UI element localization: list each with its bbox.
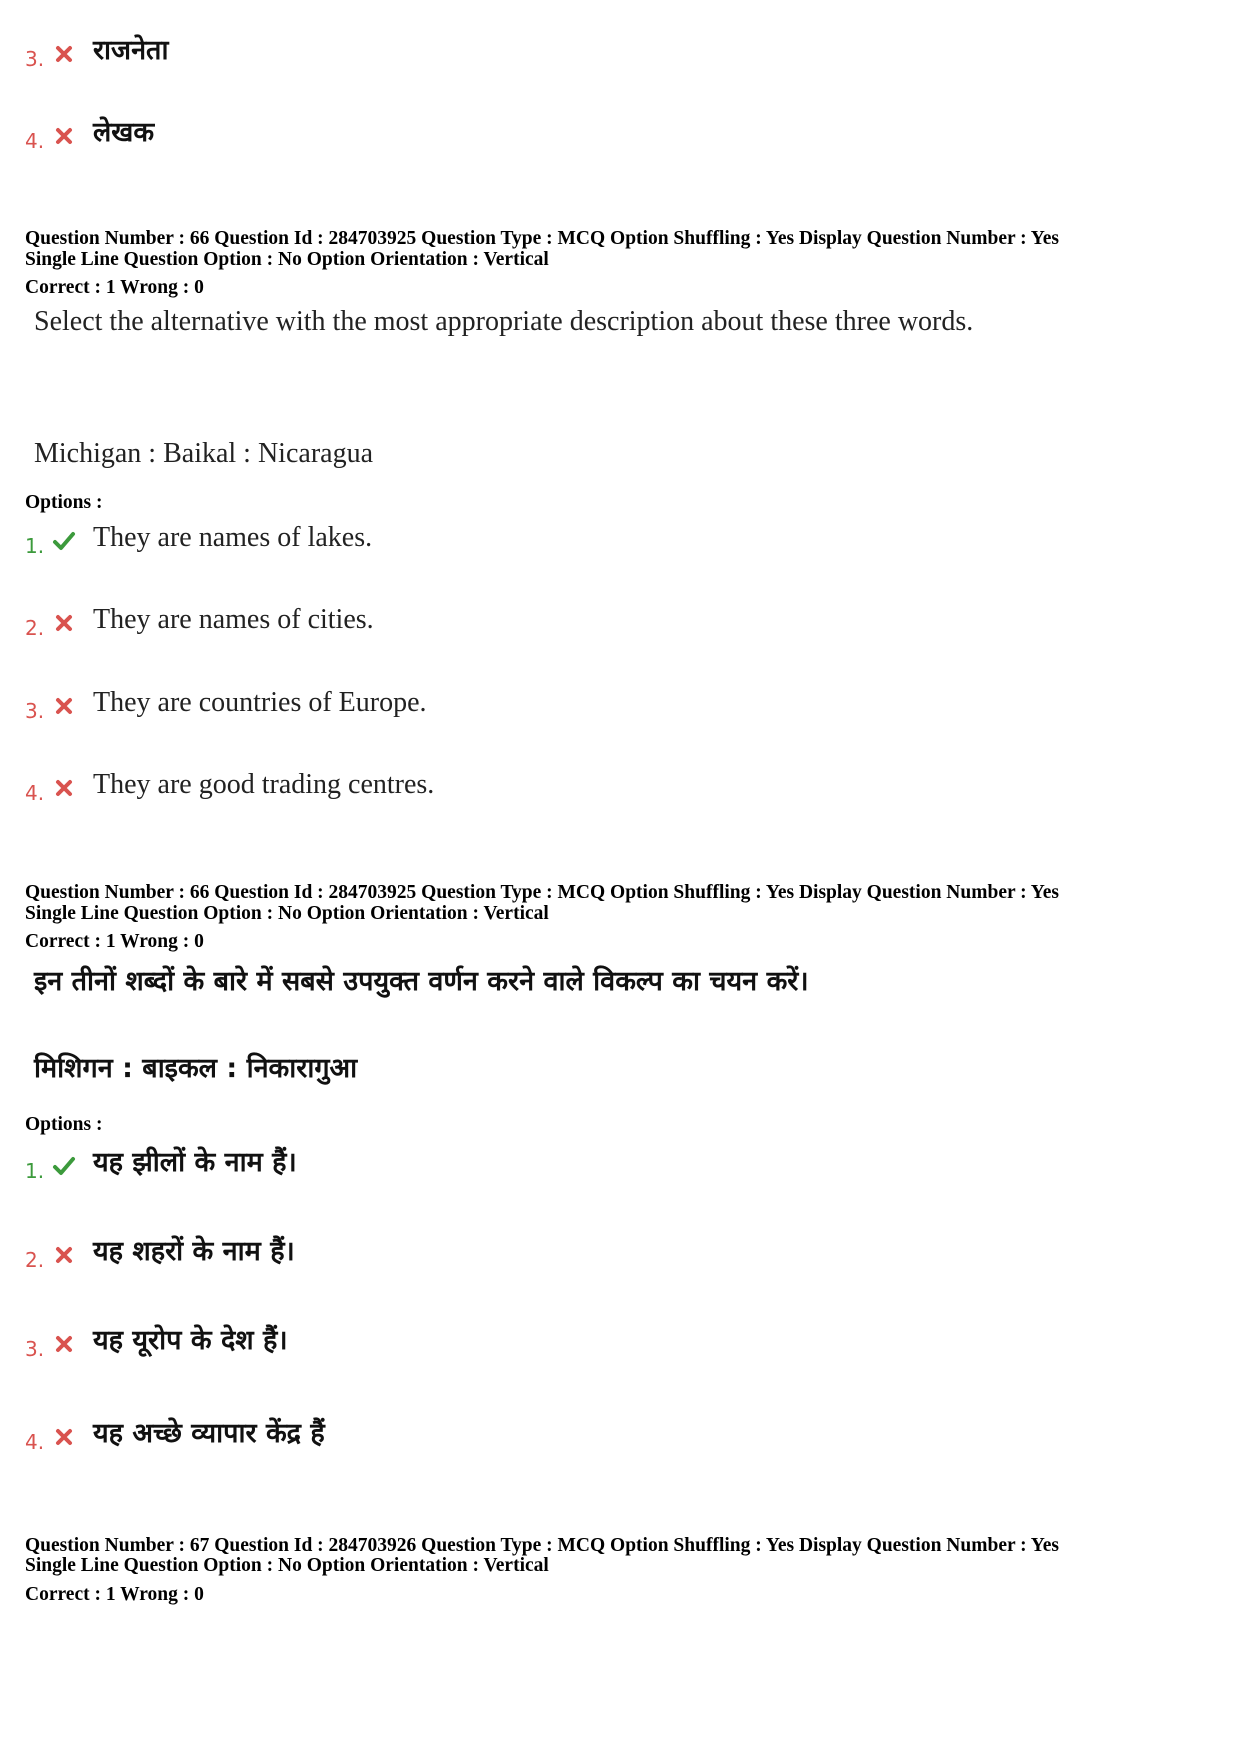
- score-meta-line: Correct : 1 Wrong : 0: [25, 1584, 204, 1605]
- option-number: 3.: [25, 1337, 45, 1361]
- list-item: [0, 1146, 900, 1186]
- option-text: यह झीलों के नाम हैं।: [93, 1147, 297, 1178]
- cross-icon: [52, 694, 76, 718]
- option-number: 2.: [25, 1248, 45, 1272]
- option-number: 1.: [25, 534, 45, 558]
- cross-icon: [52, 42, 76, 66]
- option-number: 3.: [25, 47, 45, 71]
- options-label: Options :: [25, 1114, 103, 1135]
- option-number: 1.: [25, 1159, 45, 1183]
- list-item: [0, 521, 900, 561]
- question-meta-line: Question Number : 67 Question Id : 284703926 Question Type : MCQ Option Shuffling : Yes Display Question Number : Yes: [25, 1535, 1059, 1556]
- list-item: [0, 1324, 900, 1364]
- option-text: They are countries of Europe.: [93, 687, 427, 718]
- cross-icon: [52, 124, 76, 148]
- question-meta-line: Single Line Question Option : No Option Orientation : Vertical: [25, 903, 549, 924]
- question-meta-line: Single Line Question Option : No Option Orientation : Vertical: [25, 249, 549, 270]
- score-meta-line: Correct : 1 Wrong : 0: [25, 277, 204, 298]
- option-text: यह शहरों के नाम हैं।: [93, 1236, 295, 1267]
- option-text: They are names of lakes.: [93, 522, 373, 553]
- question-meta-line: Question Number : 66 Question Id : 284703925 Question Type : MCQ Option Shuffling : Yes Display Question Number : Yes: [25, 882, 1059, 903]
- option-text: यह अच्छे व्यापार केंद्र हैं: [93, 1418, 325, 1449]
- question-meta-line: Single Line Question Option : No Option Orientation : Vertical: [25, 1555, 549, 1576]
- cross-icon: [52, 776, 76, 800]
- score-meta-line: Correct : 1 Wrong : 0: [25, 931, 204, 952]
- check-icon: [52, 529, 76, 553]
- options-label: Options :: [25, 492, 103, 513]
- list-item: [0, 768, 900, 808]
- list-item: [0, 603, 900, 643]
- question-words: मिशिगन : बाइकल : निकारागुआ: [34, 1053, 358, 1084]
- question-text: इन तीनों शब्दों के बारे में सबसे उपयुक्त वर्णन करने वाले विकल्प का चयन करें।: [34, 966, 809, 997]
- option-text: They are names of cities.: [93, 604, 374, 635]
- list-item: [0, 34, 900, 74]
- cross-icon: [52, 1425, 76, 1449]
- cross-icon: [52, 611, 76, 635]
- option-text: लेखक: [93, 117, 155, 148]
- question-meta-line: Question Number : 66 Question Id : 284703925 Question Type : MCQ Option Shuffling : Yes Display Question Number : Yes: [25, 228, 1059, 249]
- option-text: They are good trading centres.: [93, 769, 435, 800]
- list-item: [0, 116, 900, 156]
- cross-icon: [52, 1243, 76, 1267]
- option-number: 2.: [25, 616, 45, 640]
- check-icon: [52, 1154, 76, 1178]
- cross-icon: [52, 1332, 76, 1356]
- option-text: यह यूरोप के देश हैं।: [93, 1325, 288, 1356]
- option-text: राजनेता: [93, 35, 169, 66]
- list-item: [0, 686, 900, 726]
- option-number: 3.: [25, 699, 45, 723]
- question-text: Select the alternative with the most appropriate description about these three words.: [34, 306, 974, 337]
- option-number: 4.: [25, 129, 45, 153]
- option-number: 4.: [25, 1430, 45, 1454]
- option-number: 4.: [25, 781, 45, 805]
- list-item: [0, 1235, 900, 1275]
- list-item: [0, 1417, 900, 1457]
- question-words: Michigan : Baikal : Nicaragua: [34, 438, 373, 469]
